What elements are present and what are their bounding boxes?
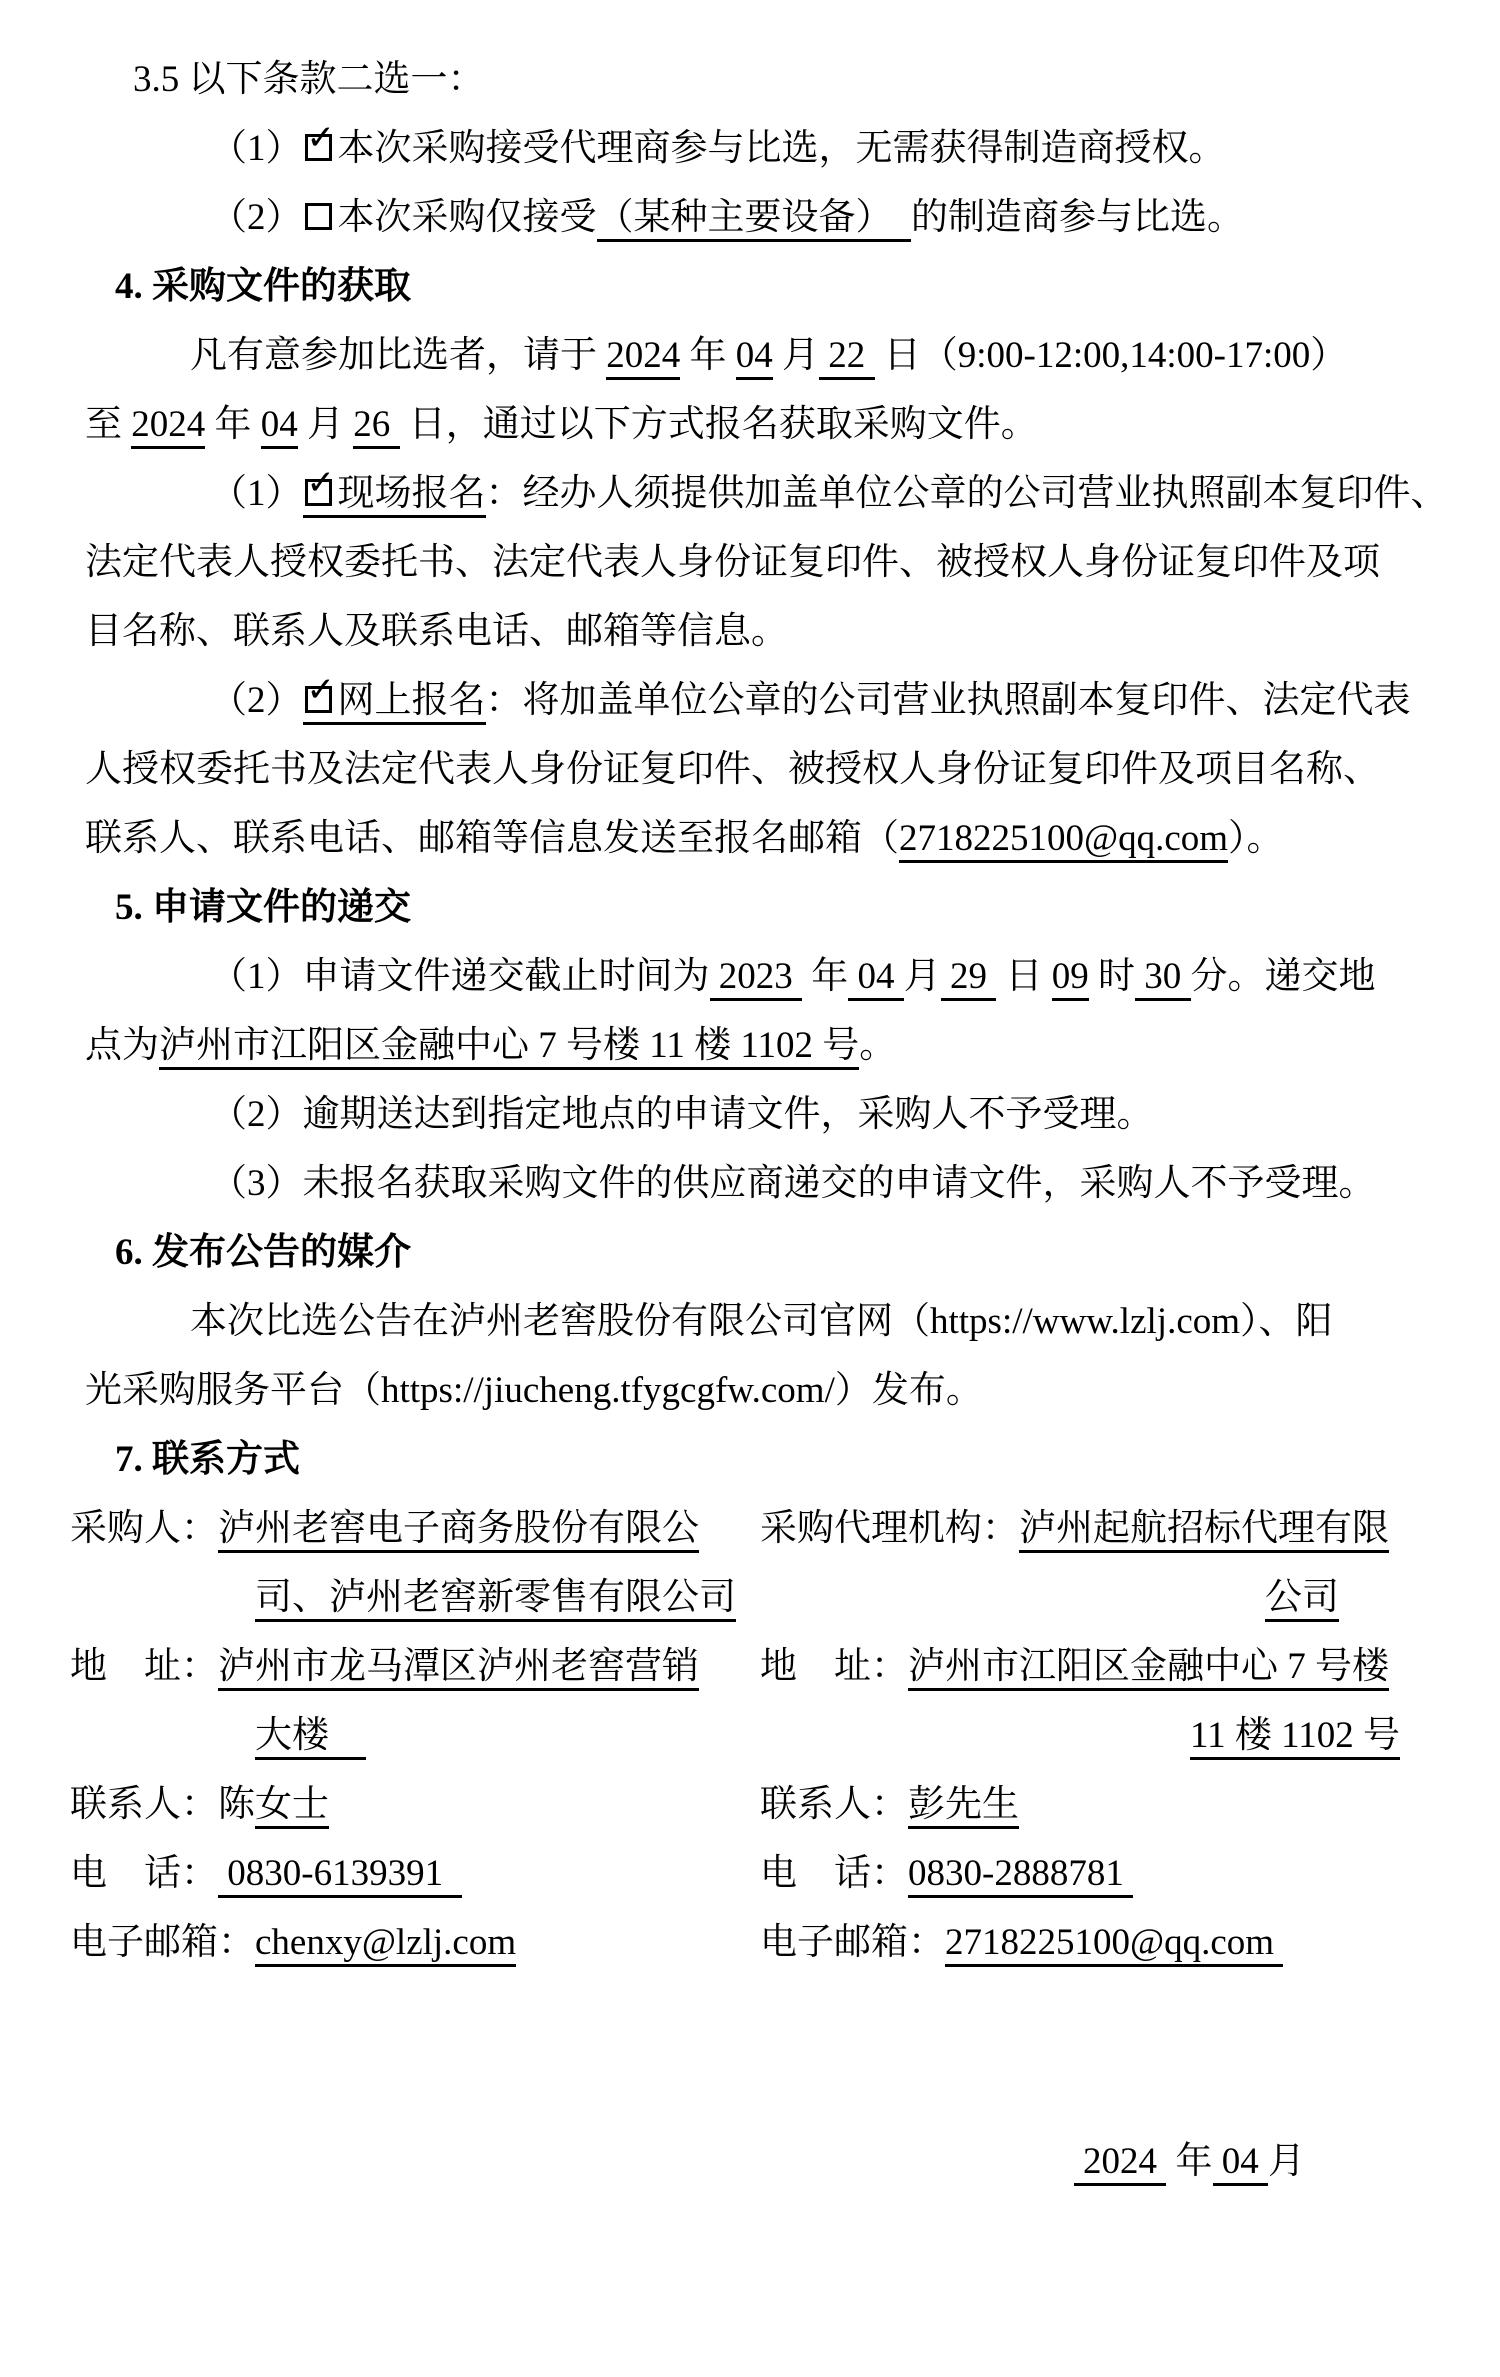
underlined-field: 0830-2888781 (908, 1853, 1133, 1898)
underlined-field: ✓ 现场报名 (303, 473, 486, 518)
purchaser-address-value (218, 1646, 699, 1691)
text-segment: 陈 (218, 1784, 255, 1825)
underlined-field: 泸州市江阳区金融中心 7 号楼 (908, 1646, 1389, 1691)
purchaser-contact-name (218, 1784, 329, 1829)
checked-checkbox-icon (305, 479, 332, 506)
text-segment: （2） (210, 680, 303, 721)
underlined-field: 30 (1135, 956, 1191, 1001)
purchaser-cell (70, 1494, 760, 1563)
text-segment: （1）申请文件递交截止时间为 (210, 956, 710, 997)
agency-phone-cell (760, 1839, 1415, 1908)
underlined-field: 2023 (710, 956, 803, 1001)
text-segment: 凡有意参加比选者，请于 (190, 335, 607, 376)
text-segment: 月 (903, 956, 941, 997)
contact-row-address (70, 1632, 1415, 1701)
section-5-item-1-line (85, 1011, 1415, 1080)
text-segment: 目名称、联系人及联系电话、邮箱等信息。 (85, 611, 788, 652)
underlined-field: 大楼 (255, 1715, 366, 1760)
agency-label: 采购代理机构： (760, 1508, 1019, 1549)
address-label: 地 址： (760, 1646, 908, 1687)
underlined-field: 04 (736, 335, 773, 380)
section-4-item-2-line (85, 666, 1415, 735)
underlined-field: 26 (353, 404, 399, 449)
section-6-heading: 6. 发布公告的媒介 (115, 1232, 411, 1273)
section-4-heading: 4. 采购文件的获取 (115, 266, 411, 307)
text-segment: 点为 (85, 1025, 159, 1066)
section-5-item-1-line (85, 942, 1415, 1011)
text-segment (303, 128, 338, 169)
section-4-paragraph-line (85, 321, 1415, 390)
agency-phone-value (908, 1853, 1133, 1898)
agency-cell (760, 1494, 1415, 1563)
clause-3-5-heading: 3.5 以下条款二选一： (133, 59, 485, 100)
underlined-field: chenxy@lzlj.com (255, 1922, 516, 1967)
agency-value-cont (945, 1563, 1415, 1632)
text-segment: 年 (802, 956, 849, 997)
agency-email-value (945, 1922, 1283, 1967)
text-segment: （3）未报名获取采购文件的供应商递交的申请文件，采购人不予受理。 (210, 1163, 1376, 1204)
text-segment: （1） (210, 128, 303, 169)
phone-label: 电 话： (70, 1853, 218, 1894)
underlined-field: ✓ 网上报名 (303, 680, 486, 725)
agency-address-value (908, 1646, 1389, 1691)
text-segment: 本次采购仅接受 (337, 197, 597, 238)
section-4-item-1-line (85, 528, 1415, 597)
agency-address-cont (945, 1701, 1415, 1770)
agency-contact-name (908, 1784, 1019, 1829)
purchaser-address-cont (70, 1701, 945, 1770)
agency-address-cell (760, 1632, 1415, 1701)
contact-row-person (70, 1770, 1415, 1839)
purchaser-value-cont (70, 1563, 945, 1632)
clause-3-5-option-1 (85, 114, 1415, 183)
text-segment: ：经办人须提供加盖单位公章的公司营业执照副本复印件、 (485, 473, 1448, 514)
underlined-field: 11 楼 1102 号 (1190, 1715, 1400, 1760)
underlined-field: 女士 (255, 1784, 329, 1829)
empty-checkbox-icon (305, 203, 332, 230)
text-segment: （2）逾期送达到指定地点的申请文件，采购人不予受理。 (210, 1094, 1154, 1135)
text-segment (303, 197, 338, 238)
checked-checkbox-icon (305, 134, 332, 161)
purchaser-email-value (255, 1922, 516, 1967)
contact-row-email (70, 1908, 1415, 1977)
text-segment: 光采购服务平台（https://jiucheng.tfygcgfw.com/）发布。 (85, 1370, 983, 1411)
text-segment: 分。递交地 (1190, 956, 1376, 997)
contact-row-phone (70, 1839, 1415, 1908)
purchaser-contact-cell (70, 1770, 760, 1839)
text-segment: 日（9:00-12:00,14:00-17:00） (874, 335, 1348, 376)
text-segment: 月 (1268, 2141, 1305, 2182)
underlined-field: 04 (848, 956, 904, 1001)
text-segment: 法定代表人授权委托书、法定代表人身份证复印件、被授权人身份证复印件及项 (85, 542, 1380, 583)
text-segment: 时 (1088, 956, 1135, 997)
checked-checkbox-icon (305, 686, 332, 713)
section-4-item-2-line (85, 735, 1415, 804)
email-label: 电子邮箱： (70, 1922, 255, 1963)
text-segment: 至 (85, 404, 132, 445)
agency-contact-cell (760, 1770, 1415, 1839)
phone-label: 电 话： (760, 1853, 908, 1894)
text-segment: 。 (859, 1025, 897, 1066)
underlined-field: 彭先生 (908, 1784, 1019, 1829)
underlined-field: 泸州老窖电子商务股份有限公 (218, 1508, 699, 1553)
signature-date (85, 2127, 1415, 2196)
underlined-field: 泸州市江阳区金融中心 7 号楼 11 楼 1102 号 (159, 1025, 859, 1070)
text-segment: 月 (297, 404, 354, 445)
purchaser-value (218, 1508, 699, 1553)
contact-person-label: 联系人： (70, 1784, 218, 1825)
text-segment: 的制造商参与比选。 (911, 197, 1244, 238)
section-6-paragraph-line (85, 1356, 1415, 1425)
underlined-field: 22 (819, 335, 875, 380)
clause-3-5-option-2 (85, 183, 1415, 252)
section-4-paragraph-line (85, 390, 1415, 459)
text-segment: （1） (210, 473, 303, 514)
blank-space (85, 1977, 1415, 2127)
text-segment: ）。 (1228, 818, 1284, 859)
purchaser-label: 采购人： (70, 1508, 218, 1549)
underlined-field: 2024 (606, 335, 680, 380)
section-5-item-3-line (85, 1149, 1415, 1218)
text-segment: 年 (205, 404, 261, 445)
underlined-field: 泸州起航招标代理有限 (1019, 1508, 1389, 1553)
contact-row-purchaser (70, 1494, 1415, 1563)
address-label: 地 址： (70, 1646, 218, 1687)
text-segment: （2） (210, 197, 303, 238)
section-4-item-2-line (85, 804, 1415, 873)
underlined-field: 公司 (1265, 1577, 1339, 1622)
purchaser-email-cell (70, 1908, 760, 1977)
purchaser-phone-cell (70, 1839, 760, 1908)
text-segment: 年 (1166, 2141, 1213, 2182)
section-7-heading: 7. 联系方式 (115, 1439, 300, 1480)
underlined-field: 2718225100@qq.com (945, 1922, 1283, 1967)
contact-row-address-cont (70, 1701, 1415, 1770)
contact-row-purchaser-cont (70, 1563, 1415, 1632)
section-5-item-2-line (85, 1080, 1415, 1149)
agency-email-cell (760, 1908, 1415, 1977)
text-segment: 日 (996, 956, 1052, 997)
text-segment: ：将加盖单位公章的公司营业执照副本复印件、法定代表 (485, 680, 1411, 721)
underlined-field: 2718225100@qq.com (899, 818, 1228, 863)
underlined-field: 2024 (131, 404, 205, 449)
section-4-item-1-line (85, 597, 1415, 666)
purchaser-phone-value (218, 1853, 462, 1898)
purchaser-address-cell (70, 1632, 760, 1701)
underlined-field: 0830-6139391 (218, 1853, 462, 1898)
text-segment: 人授权委托书及法定代表人身份证复印件、被授权人身份证复印件及项目名称、 (85, 749, 1380, 790)
underlined-field: （某种主要设备） (597, 197, 912, 242)
underlined-field: 29 (941, 956, 997, 1001)
text-segment: 日，通过以下方式报名获取采购文件。 (399, 404, 1038, 445)
text-segment: 本次比选公告在泸州老窖股份有限公司官网（https://www.lzlj.com）、阳 (190, 1301, 1333, 1342)
email-label: 电子邮箱： (760, 1922, 945, 1963)
contact-person-label: 联系人： (760, 1784, 908, 1825)
section-6-paragraph-line (85, 1287, 1415, 1356)
underlined-field: 04 (261, 404, 298, 449)
underlined-field: 2024 (1074, 2141, 1167, 2186)
text-segment: 年 (680, 335, 736, 376)
underlined-field: 泸州市龙马潭区泸州老窖营销 (218, 1646, 699, 1691)
underlined-field: 09 (1052, 956, 1089, 1001)
section-4-item-1-line (85, 459, 1448, 528)
agency-value (1019, 1508, 1389, 1553)
text-segment: 月 (772, 335, 819, 376)
text-segment: 联系人、联系电话、邮箱等信息发送至报名邮箱（ (85, 818, 899, 859)
underlined-field: 04 (1213, 2141, 1269, 2186)
underlined-field: 司、泸州老窖新零售有限公司 (255, 1577, 736, 1622)
text-segment: 本次采购接受代理商参与比选，无需获得制造商授权。 (337, 128, 1226, 169)
section-5-heading: 5. 申请文件的递交 (115, 887, 411, 928)
